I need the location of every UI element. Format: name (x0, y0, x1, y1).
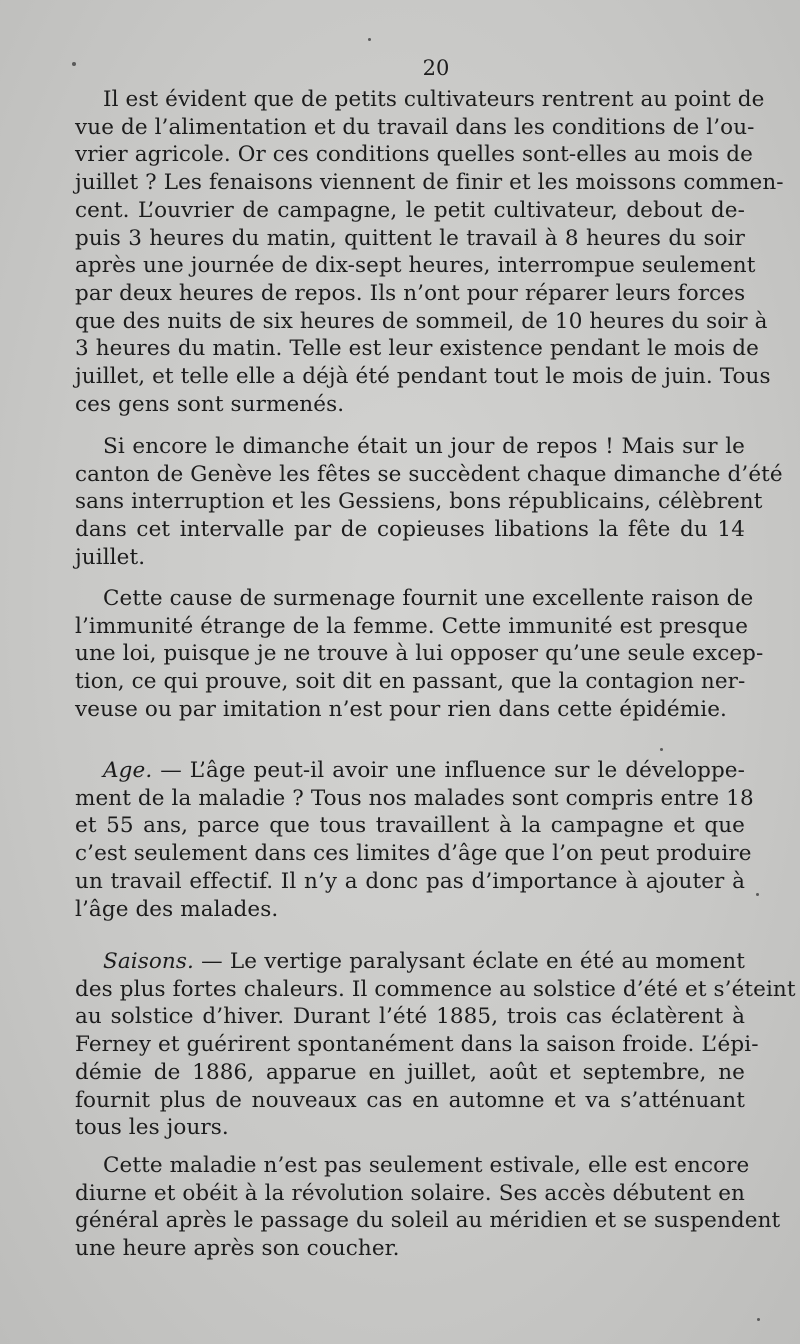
text-line: l’immunité étrange de la femme. Cette immunité est presque (75, 613, 749, 639)
text-line: ces gens sont surmenés. (75, 391, 345, 417)
text-line: Cette cause de surmenage fournit une excellente raison de (103, 586, 754, 611)
text-line: tion, ce qui prouve, soit dit en passant, que la contagion ner- (75, 669, 746, 695)
print-speck (368, 38, 371, 41)
text-line: général après le passage du soleil au méridien et se suspendent (75, 1208, 781, 1234)
print-speck (757, 1318, 760, 1321)
text-line: Ferney et guérirent spontanément dans la saison froide. L’épi- (75, 1032, 759, 1058)
text-line: Si encore le dimanche était un jour de repos ! Mais sur le (103, 434, 745, 459)
text-line: par deux heures de repos. Ils n’ont pour réparer leurs forces (75, 280, 746, 306)
text-line: juillet, et telle elle a déjà été pendant tout le mois de juin. Tous (75, 364, 771, 390)
text-line: et 55 ans, parce que tous travaillent à la campagne et que (75, 813, 745, 839)
paragraph-3 (75, 585, 764, 724)
paragraph-6 (75, 1152, 781, 1263)
text-line: Il est évident que de petits cultivateurs rentrent au point de (103, 87, 765, 112)
print-speck (756, 893, 759, 896)
text-line: puis 3 heures du matin, quittent le travail à 8 heures du soir (75, 225, 745, 251)
section-heading-age: Age. (103, 758, 153, 783)
text-line: dans cet intervalle par de copieuses libations la fête du 14 (75, 517, 745, 543)
text-line: démie de 1886, apparue en juillet, août et septembre, ne (75, 1059, 745, 1085)
text-line: une loi, puisque je ne trouve à lui opposer qu’une seule excep- (75, 641, 764, 667)
text-line: fournit plus de nouveaux cas en automne et va s’atténuant (75, 1087, 745, 1113)
text-line: un travail effectif. Il n’y a donc pas d’importance à ajouter à (75, 868, 745, 894)
page-number: 20 (422, 56, 450, 80)
text-line (75, 757, 745, 785)
text-line: après une journée de dix-sept heures, interrompue seulement (75, 253, 756, 279)
text-line: 3 heures du matin. Telle est leur existence pendant le mois de (75, 336, 759, 362)
section-age (75, 757, 754, 923)
section-saisons (75, 948, 796, 1142)
text-line: des plus fortes chaleurs. Il commence au solstice d’été et s’éteint (75, 976, 796, 1002)
text-line: sans interruption et les Gessiens, bons républicains, célèbrent (75, 489, 763, 515)
text-line: que des nuits de six heures de sommeil, de 10 heures du soir à (75, 308, 768, 334)
paragraph-2 (75, 433, 783, 572)
text-line: cent. L’ouvrier de campagne, le petit cultivateur, debout de- (75, 197, 745, 223)
text-line: canton de Genève les fêtes se succèdent chaque dimanche d’été (75, 461, 783, 487)
text-line (75, 948, 745, 976)
text-line: veuse ou par imitation n’est pour rien dans cette épidémie. (75, 696, 727, 722)
text-line: ment de la maladie ? Tous nos malades sont compris entre 18 (75, 785, 754, 811)
text-line: c’est seulement dans ces limites d’âge que l’on peut produire (75, 841, 752, 867)
text-fragment: — L’âge peut-il avoir une influence sur le développe- (152, 758, 745, 783)
text-line: au solstice d’hiver. Durant l’été 1885, trois cas éclatèrent à (75, 1004, 745, 1030)
print-speck (72, 62, 76, 66)
paragraph-1 (75, 86, 784, 418)
text-line: vue de l’alimentation et du travail dans les conditions de l’ou- (75, 114, 755, 140)
text-line: Cette maladie n’est pas seulement estivale, elle est encore (103, 1153, 750, 1178)
text-fragment: — Le vertige paralysant éclate en été au moment (193, 949, 745, 974)
text-line: vrier agricole. Or ces conditions quelles sont-elles au mois de (75, 142, 753, 168)
text-line: juillet. (75, 544, 146, 570)
text-line: tous les jours. (75, 1115, 229, 1141)
text-line: diurne et obéit à la révolution solaire. Ses accès débutent en (75, 1180, 745, 1206)
text-line: l’âge des malades. (75, 896, 279, 922)
section-heading-saisons: Saisons. (103, 949, 194, 974)
text-line: une heure après son coucher. (75, 1236, 400, 1262)
text-line: juillet ? Les fenaisons viennent de finir et les moissons commen- (75, 170, 784, 196)
print-speck (660, 748, 663, 751)
